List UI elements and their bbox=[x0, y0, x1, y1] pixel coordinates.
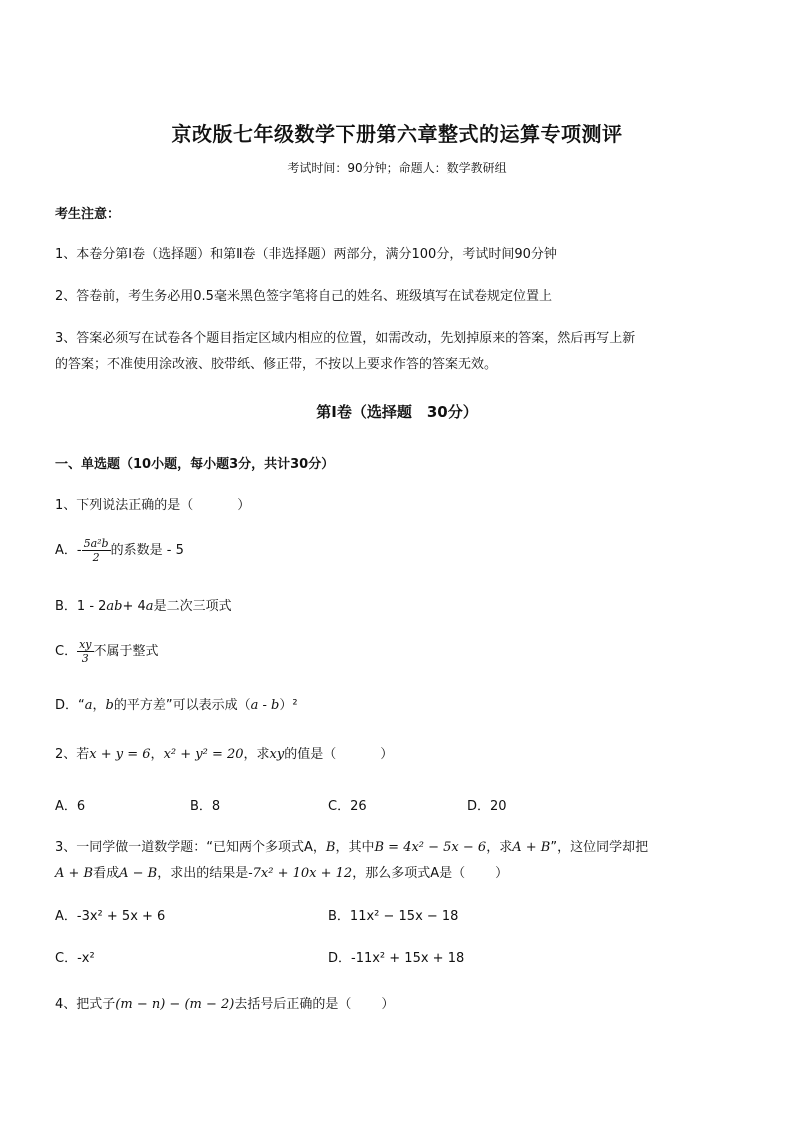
q2-option-d: D．20 bbox=[467, 799, 507, 814]
q1-option-c: C． $\frac{xy}{3}$ 不属于整式 bbox=[55, 638, 159, 665]
notice-item-2: 2、答卷前，考生务必用0.5毫米黑色签字笔将自己的姓名、班级填写在试卷规定位置上 bbox=[55, 289, 552, 304]
notice-heading: 考生注意： bbox=[55, 207, 121, 222]
question-3-line-1: 3、一同学做一道数学题：“已知两个多项式A，B，其中B = 4x² − 5x − 6，求A + B”，这位同学却把 bbox=[55, 840, 649, 855]
q3-option-b: B．11x² − 15x − 18 bbox=[328, 909, 459, 924]
question-3-line-2: A + B看成A − B，求出的结果是-7x² + 10x + 12，那么多项式A是（ ） bbox=[55, 866, 509, 881]
question-2-stem: 2、若x + y = 6，x² + y² = 20，求xy的值是（ ） bbox=[55, 747, 394, 762]
q3-option-a: A．-3x² + 5x + 6 bbox=[55, 909, 166, 924]
question-4-stem: 4、把式子(m − n) − (m − 2)去括号后正确的是（ ） bbox=[55, 997, 395, 1012]
q2-option-a: A．6 bbox=[55, 799, 86, 814]
q1-option-d: D．“a，b的平方差”可以表示成（a - b）² bbox=[55, 698, 298, 713]
q2-option-c: C．26 bbox=[328, 799, 367, 814]
page-title: 京改版七年级数学下册第六章整式的运算专项测评 bbox=[171, 122, 623, 146]
notice-item-1: 1、本卷分第Ⅰ卷（选择题）和第Ⅱ卷（非选择题）两部分，满分100分，考试时间90分钟 bbox=[55, 247, 557, 262]
q3-option-c: C．-x² bbox=[55, 951, 95, 966]
q2-option-b: B．8 bbox=[190, 799, 221, 814]
q1-option-a: A．- $\frac{\text{5a²b}}{2}$ 的系数是 - 5 bbox=[55, 537, 184, 564]
q3-option-d: D．-11x² + 15x + 18 bbox=[328, 951, 465, 966]
q1-option-b: B．1 - 2ab+ 4a是二次三项式 bbox=[55, 599, 232, 614]
notice-item-3-cont: 的答案；不准使用涂改液、胶带纸、修正带，不按以上要求作答的答案无效。 bbox=[55, 357, 498, 372]
exam-info: 考试时间：90分钟；命题人：数学教研组 bbox=[287, 161, 507, 175]
section-heading: 一、单选题（10小题，每小题3分，共计30分） bbox=[55, 457, 335, 472]
notice-item-3: 3、答案必须写在试卷各个题目指定区域内相应的位置，如需改动，先划掉原来的答案，然后再写上新 bbox=[55, 331, 636, 346]
question-1-stem: 1、下列说法正确的是（ ） bbox=[55, 498, 251, 513]
part1-title: 第Ⅰ卷（选择题 30分） bbox=[316, 403, 478, 421]
